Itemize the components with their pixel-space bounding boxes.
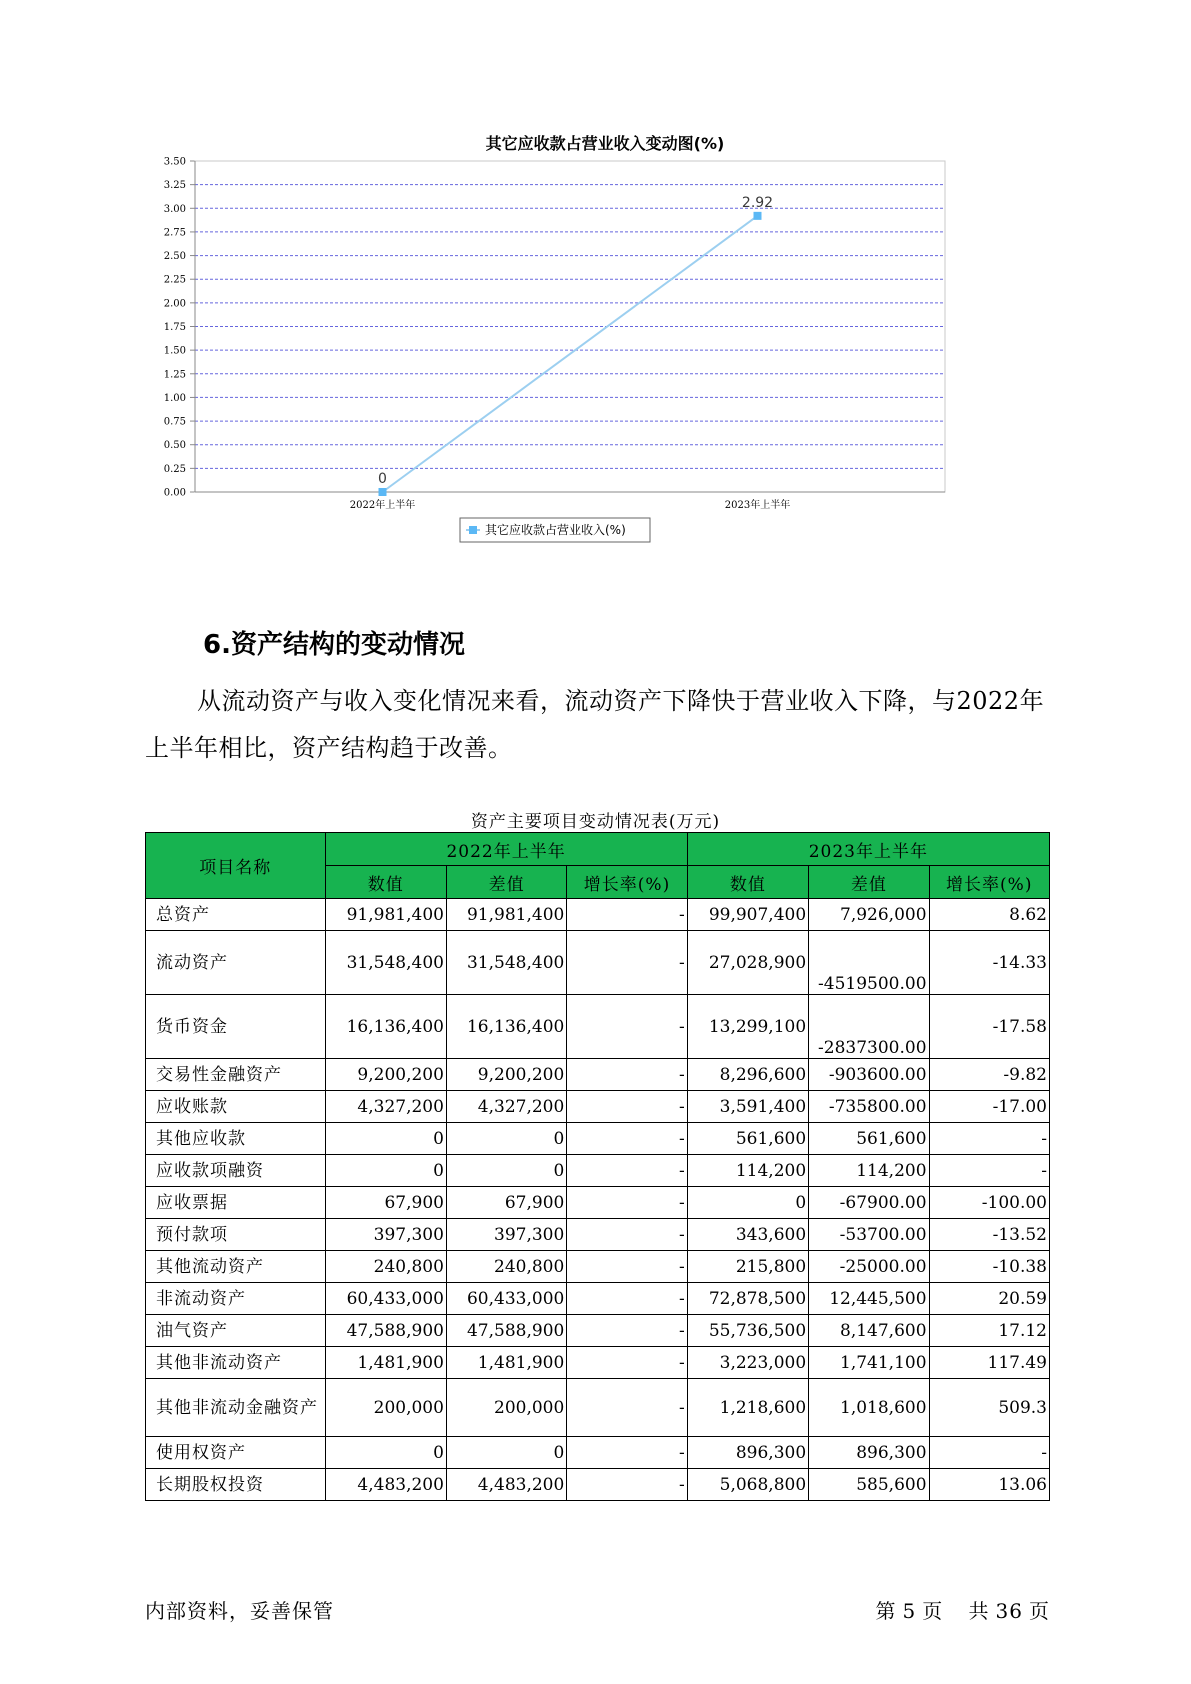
cell-item-name: 长期股权投资 [146,1469,326,1501]
cell-value-2022: 240,800 [325,1251,446,1283]
table-row [146,1187,1050,1219]
cell-diff-2023: 8,147,600 [809,1315,929,1347]
cell-rate-2023: 117.49 [929,1347,1049,1379]
header-item-name: 项目名称 [146,833,326,899]
cell-value-2023: 3,223,000 [687,1347,808,1379]
header-value-2023: 数值 [687,866,808,899]
cell-diff-2022: 60,433,000 [446,1283,566,1315]
page-word: 页 [922,1599,944,1623]
cell-value-2023: 72,878,500 [687,1283,808,1315]
table-row [146,1219,1050,1251]
cell-rate-2022: - [567,1187,687,1219]
cell-rate-2022: - [567,1251,687,1283]
body-paragraph: 从流动资产与收入变化情况来看，流动资产下降快于营业收入下降，与2022年上半年相比，资产结构趋于改善。 [145,687,1045,762]
table-row [146,1347,1050,1379]
table-row [146,1091,1050,1123]
cell-value-2022: 397,300 [325,1219,446,1251]
cell-value-2022: 0 [325,1437,446,1469]
cell-rate-2023: 13.06 [929,1469,1049,1501]
chart-title: 其它应收款占营业收入变动图(%) [485,135,725,153]
header-group-2023: 2023年上半年 [687,833,1049,866]
cell-value-2022: 91,981,400 [325,899,446,931]
cell-diff-2022: 91,981,400 [446,899,566,931]
cell-rate-2022: - [567,931,687,995]
legend-swatch-marker [469,526,477,534]
cell-value-2023: 55,736,500 [687,1315,808,1347]
cell-value-2023: 114,200 [687,1155,808,1187]
cell-item-name: 应收账款 [146,1091,326,1123]
section-heading: 6.资产结构的变动情况 [203,630,465,660]
cell-rate-2023: 509.3 [929,1379,1049,1437]
y-tick-label: 3.25 [163,180,186,192]
cell-value-2023: 5,068,800 [687,1469,808,1501]
cell-value-2022: 4,327,200 [325,1091,446,1123]
cell-diff-2022: 4,483,200 [446,1469,566,1501]
table-row [146,931,1050,995]
table-row [146,1123,1050,1155]
y-tick-label: 3.50 [163,156,186,168]
page-prefix: 第 [875,1599,897,1623]
cell-rate-2023: 17.12 [929,1315,1049,1347]
table-row [146,1251,1050,1283]
header-value-2022: 数值 [325,866,446,899]
cell-item-name: 其他非流动资产 [146,1347,326,1379]
cell-rate-2022: - [567,1091,687,1123]
cell-diff-2023: -67900.00 [809,1187,929,1219]
cell-item-name: 使用权资产 [146,1437,326,1469]
cell-diff-2022: 0 [446,1155,566,1187]
cell-rate-2023: -10.38 [929,1251,1049,1283]
cell-value-2023: 215,800 [687,1251,808,1283]
cell-item-name: 其他非流动金融资产 [146,1379,326,1437]
cell-diff-2023: 1,741,100 [809,1347,929,1379]
cell-diff-2023: -25000.00 [809,1251,929,1283]
cell-diff-2022: 1,481,900 [446,1347,566,1379]
cell-value-2022: 31,548,400 [325,931,446,995]
cell-value-2022: 60,433,000 [325,1283,446,1315]
cell-value-2023: 8,296,600 [687,1059,808,1091]
cell-diff-2022: 200,000 [446,1379,566,1437]
cell-rate-2023: -14.33 [929,931,1049,995]
cell-diff-2022: 0 [446,1123,566,1155]
cell-value-2022: 47,588,900 [325,1315,446,1347]
x-tick-label: 2023年上半年 [724,500,791,511]
cell-item-name: 预付款项 [146,1219,326,1251]
y-tick-label: 1.75 [163,322,186,333]
y-tick-label: 2.75 [163,227,186,239]
y-tick-label: 2.50 [163,251,186,263]
table-row [146,1379,1050,1437]
table-row [146,1059,1050,1091]
table-caption: 资产主要项目变动情况表(万元) [470,812,721,832]
page-number: 5 [902,1599,917,1623]
cell-value-2022: 0 [325,1123,446,1155]
cell-value-2022: 200,000 [325,1379,446,1437]
cell-value-2023: 3,591,400 [687,1091,808,1123]
cell-diff-2023: -4519500.00 [809,931,929,995]
cell-item-name: 交易性金融资产 [146,1059,326,1091]
total-prefix: 共 [968,1599,990,1623]
table-row [146,1283,1050,1315]
table-row [146,1469,1050,1501]
cell-value-2023: 99,907,400 [687,899,808,931]
header-diff-2022: 差值 [446,866,566,899]
table-row [146,899,1050,931]
cell-value-2023: 1,218,600 [687,1379,808,1437]
cell-diff-2023: -735800.00 [809,1091,929,1123]
cell-value-2023: 896,300 [687,1437,808,1469]
cell-rate-2023: 20.59 [929,1283,1049,1315]
cell-item-name: 应收票据 [146,1187,326,1219]
cell-diff-2022: 0 [446,1437,566,1469]
cell-rate-2022: - [567,1219,687,1251]
cell-diff-2023: 12,445,500 [809,1283,929,1315]
cell-diff-2023: 561,600 [809,1123,929,1155]
footer-confidential-note: 内部资料，妥善保管 [145,1599,334,1623]
cell-rate-2023: 8.62 [929,899,1049,931]
cell-rate-2022: - [567,1437,687,1469]
y-tick-label: 0.75 [163,416,186,428]
cell-rate-2023: - [929,1123,1049,1155]
assets-change-table [145,832,1050,1501]
cell-item-name: 其他流动资产 [146,1251,326,1283]
cell-value-2022: 0 [325,1155,446,1187]
cell-diff-2022: 67,900 [446,1187,566,1219]
y-tick-label: 2.00 [163,298,186,310]
cell-value-2022: 67,900 [325,1187,446,1219]
cell-value-2023: 13,299,100 [687,995,808,1059]
total-word: 页 [1029,1599,1050,1623]
cell-value-2022: 9,200,200 [325,1059,446,1091]
y-tick-label: 1.25 [163,369,186,381]
cell-value-2023: 0 [687,1187,808,1219]
table-row [146,1315,1050,1347]
series-line [383,216,758,492]
table-row [146,1155,1050,1187]
cell-diff-2023: 1,018,600 [809,1379,929,1437]
cell-item-name: 其他应收款 [146,1123,326,1155]
data-point-marker [754,212,762,220]
cell-item-name: 货币资金 [146,995,326,1059]
cell-value-2022: 1,481,900 [325,1347,446,1379]
table-row [146,995,1050,1059]
cell-diff-2022: 47,588,900 [446,1315,566,1347]
cell-item-name: 油气资产 [146,1315,326,1347]
y-tick-label: 3.00 [163,203,186,215]
cell-diff-2023: 896,300 [809,1437,929,1469]
cell-rate-2022: - [567,1347,687,1379]
cell-value-2023: 343,600 [687,1219,808,1251]
cell-diff-2023: 114,200 [809,1155,929,1187]
cell-item-name: 流动资产 [146,931,326,995]
cell-rate-2023: -9.82 [929,1059,1049,1091]
x-tick-label: 2022年上半年 [349,500,416,511]
y-tick-label: 2.25 [163,274,186,286]
cell-rate-2022: - [567,899,687,931]
cell-diff-2022: 240,800 [446,1251,566,1283]
total-pages: 36 [995,1599,1023,1623]
footer-page-indicator [869,1595,1050,1624]
cell-rate-2023: -17.00 [929,1091,1049,1123]
cell-rate-2022: - [567,1155,687,1187]
y-tick-label: 1.00 [163,392,186,404]
cell-rate-2022: - [567,1315,687,1347]
y-tick-label: 0.25 [163,463,186,475]
data-label: 0 [378,471,387,487]
line-chart [150,135,1030,595]
cell-diff-2022: 31,548,400 [446,931,566,995]
legend-label: 其它应收款占营业收入(%) [485,523,626,537]
cell-item-name: 应收款项融资 [146,1155,326,1187]
cell-rate-2022: - [567,1283,687,1315]
header-rate-2022: 增长率(%) [567,866,687,899]
cell-rate-2022: - [567,995,687,1059]
cell-diff-2023: -903600.00 [809,1059,929,1091]
cell-rate-2023: -17.58 [929,995,1049,1059]
data-point-marker [379,488,387,496]
cell-rate-2023: -100.00 [929,1187,1049,1219]
header-rate-2023: 增长率(%) [929,866,1049,899]
y-tick-label: 0.50 [163,440,186,452]
y-tick-label: 0.00 [163,487,186,499]
cell-diff-2023: 7,926,000 [809,899,929,931]
cell-value-2023: 27,028,900 [687,931,808,995]
cell-rate-2022: - [567,1123,687,1155]
table-row [146,1437,1050,1469]
cell-rate-2022: - [567,1379,687,1437]
header-diff-2023: 差值 [809,866,929,899]
cell-diff-2022: 9,200,200 [446,1059,566,1091]
cell-item-name: 非流动资产 [146,1283,326,1315]
chart-svg [150,135,1030,595]
cell-diff-2023: 585,600 [809,1469,929,1501]
cell-item-name: 总资产 [146,899,326,931]
cell-rate-2023: - [929,1437,1049,1469]
cell-diff-2023: -2837300.00 [809,995,929,1059]
cell-rate-2022: - [567,1469,687,1501]
cell-rate-2023: -13.52 [929,1219,1049,1251]
cell-diff-2022: 4,327,200 [446,1091,566,1123]
cell-diff-2022: 397,300 [446,1219,566,1251]
cell-value-2022: 16,136,400 [325,995,446,1059]
cell-rate-2023: - [929,1155,1049,1187]
data-label: 2.92 [741,194,774,211]
cell-diff-2023: -53700.00 [809,1219,929,1251]
cell-value-2022: 4,483,200 [325,1469,446,1501]
cell-rate-2022: - [567,1059,687,1091]
cell-diff-2022: 16,136,400 [446,995,566,1059]
cell-value-2023: 561,600 [687,1123,808,1155]
y-tick-label: 1.50 [163,345,186,357]
header-group-2022: 2022年上半年 [325,833,687,866]
